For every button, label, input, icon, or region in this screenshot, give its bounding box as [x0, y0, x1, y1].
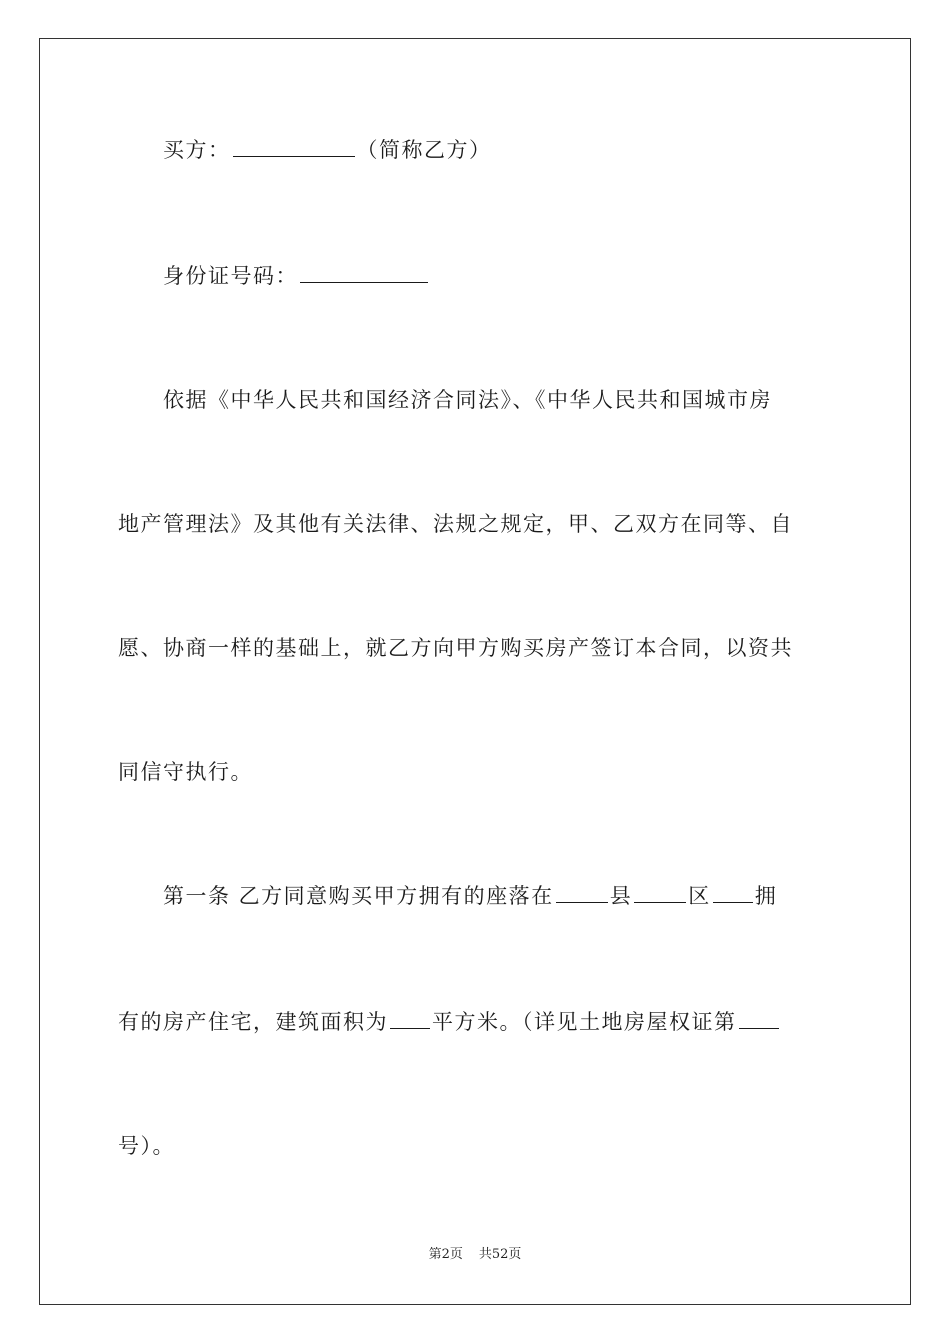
- article1-text-e: 有的房产住宅，建筑面积为: [118, 1010, 388, 1034]
- article1-text-b: 县: [609, 884, 633, 908]
- para1-line1: 依据《中华人民共和国经济合同法》、《中华人民共和国城市房: [163, 388, 772, 412]
- county-blank: [556, 882, 608, 903]
- buyer-blank: [233, 136, 355, 157]
- id-label: 身份证号码：: [163, 264, 298, 288]
- article1-text-d: 拥: [754, 884, 778, 908]
- page-total: 共52页: [478, 1247, 522, 1262]
- location-blank: [713, 882, 753, 903]
- article1-line1: [163, 880, 883, 912]
- para1-line2: 地产管理法》及其他有关法律、法规之规定，甲、乙双方在同等、自: [118, 512, 793, 536]
- page-number: 第2页: [428, 1247, 463, 1262]
- buyer-line: [163, 134, 883, 166]
- district-blank: [634, 882, 686, 903]
- article1-line3: 号）。: [118, 1134, 175, 1158]
- id-line: [163, 260, 883, 292]
- article1-text-f: 平方米。（详见土地房屋权证第: [432, 1010, 737, 1034]
- page-footer: [0, 1246, 950, 1264]
- buyer-suffix: （简称乙方）: [356, 138, 492, 162]
- area-blank: [390, 1008, 430, 1029]
- para1-line3: 愿、协商一样的基础上，就乙方向甲方购买房产签订本合同，以资共: [118, 636, 793, 660]
- article1-text-a: 第一条 乙方同意购买甲方拥有的座落在: [163, 884, 554, 908]
- certificate-blank: [739, 1008, 779, 1029]
- page-border: [39, 38, 911, 1305]
- article1-line2: [118, 1006, 838, 1038]
- id-blank: [300, 262, 428, 283]
- article1-text-c: 区: [688, 884, 711, 908]
- para1-line4: 同信守执行。: [118, 760, 253, 784]
- buyer-label: 买方：: [163, 138, 231, 162]
